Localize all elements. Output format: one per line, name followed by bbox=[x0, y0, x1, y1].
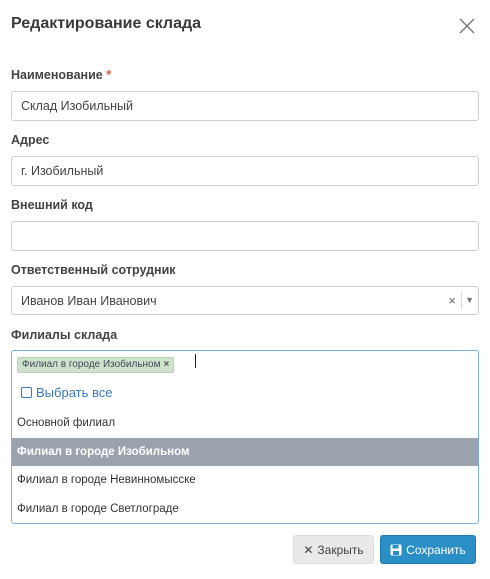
branch-option-highlighted[interactable]: Филиал в городе Изобильном bbox=[12, 438, 478, 466]
address-input[interactable] bbox=[11, 156, 479, 186]
branch-option[interactable]: Филиал в городе Светлограде bbox=[17, 503, 179, 515]
responsible-value: Иванов Иван Иванович bbox=[21, 294, 157, 308]
floppy-disk-icon bbox=[390, 544, 402, 556]
selected-branch-chip: Филиал в городе Изобильном × bbox=[17, 357, 174, 373]
address-label: Адрес bbox=[11, 133, 50, 147]
responsible-select[interactable] bbox=[11, 286, 479, 315]
close-x-icon: ✕ bbox=[303, 542, 314, 557]
close-icon[interactable] bbox=[457, 16, 477, 36]
required-mark: * bbox=[106, 68, 112, 82]
clear-icon[interactable]: × bbox=[448, 293, 456, 308]
modal-title: Редактирование склада bbox=[11, 15, 202, 32]
remove-chip-icon[interactable]: × bbox=[163, 359, 170, 370]
checkbox-icon[interactable] bbox=[21, 387, 32, 398]
external-code-input[interactable] bbox=[11, 221, 479, 251]
branches-multiselect[interactable] bbox=[11, 350, 479, 380]
responsible-label: Ответственный сотрудник bbox=[11, 263, 176, 277]
branch-option[interactable]: Основной филиал bbox=[17, 417, 116, 429]
external-code-label: Внешний код bbox=[11, 198, 93, 212]
save-button[interactable]: Сохранить bbox=[380, 535, 476, 564]
select-divider bbox=[461, 291, 462, 310]
chevron-down-icon[interactable]: ▼ bbox=[465, 295, 474, 305]
text-cursor bbox=[195, 354, 196, 368]
name-input[interactable] bbox=[11, 91, 479, 121]
name-label: Наименование * bbox=[11, 68, 112, 82]
select-all-option[interactable]: Выбрать все bbox=[21, 385, 112, 400]
close-button[interactable]: ✕ Закрыть bbox=[293, 535, 374, 564]
branches-dropdown bbox=[11, 379, 479, 524]
branches-label: Филиалы склада bbox=[11, 328, 118, 342]
branch-option[interactable]: Филиал в городе Невинномысске bbox=[17, 474, 196, 486]
